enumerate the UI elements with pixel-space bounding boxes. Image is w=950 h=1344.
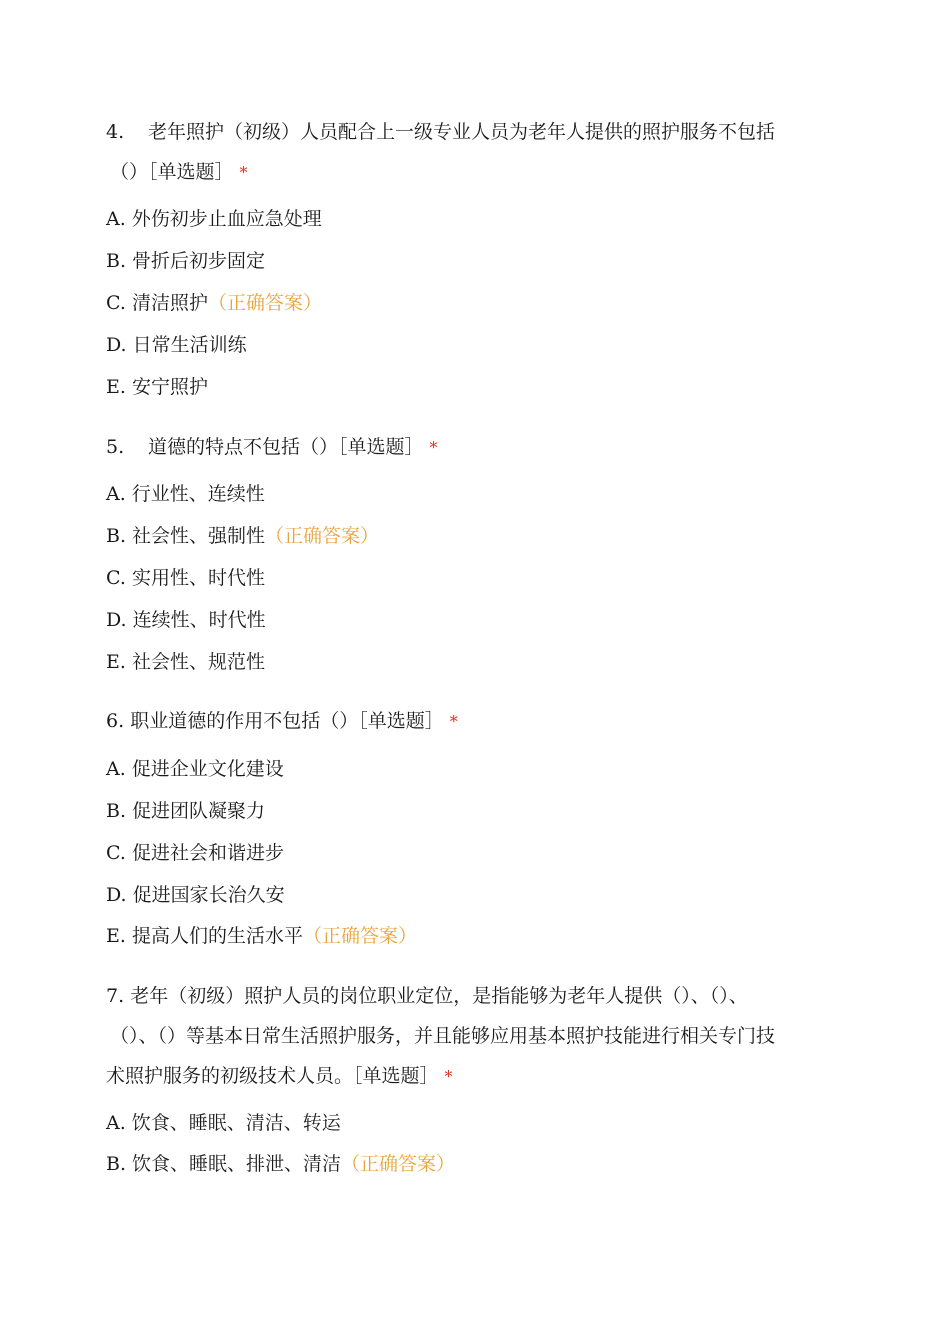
option-4e[interactable] xyxy=(106,375,208,399)
option-7b[interactable] xyxy=(106,1152,455,1176)
option-label: A. 饮食、睡眠、清洁、转运 xyxy=(106,1112,341,1134)
question-text: 老年（初级）照护人员的岗位职业定位，是指能够为老年人提供（）、（）、 xyxy=(130,985,748,1007)
question-number: 7. xyxy=(106,985,125,1007)
required-asterisk-icon: * xyxy=(444,1067,453,1086)
option-label: D. 连续性、时代性 xyxy=(106,609,266,631)
correct-answer-tag: （正确答案） xyxy=(207,292,322,314)
option-7a[interactable] xyxy=(106,1111,341,1135)
option-label: B. 饮食、睡眠、排泄、清洁 xyxy=(106,1153,342,1175)
question-4-text-cont xyxy=(110,160,248,185)
question-5-text xyxy=(106,435,438,460)
option-label: C. 实用性、时代性 xyxy=(106,567,265,589)
option-4b[interactable] xyxy=(106,249,265,273)
option-label: E. 社会性、规范性 xyxy=(106,651,265,673)
option-6e[interactable] xyxy=(106,924,417,948)
question-text: （）、（）等基本日常生活照护服务，并且能够应用基本照护技能进行相关专门技 xyxy=(110,1025,776,1047)
question-7-text xyxy=(106,984,748,1008)
question-6-text xyxy=(106,709,458,734)
option-4c[interactable] xyxy=(106,291,322,315)
required-asterisk-icon: * xyxy=(429,438,438,457)
option-4d[interactable] xyxy=(106,333,247,357)
required-asterisk-icon: * xyxy=(449,712,458,731)
question-number: 4. xyxy=(106,121,125,143)
question-text: 术照护服务的初级技术人员。［单选题］ xyxy=(106,1065,439,1087)
question-text: （）［单选题］ xyxy=(110,161,234,183)
option-label: A. 促进企业文化建设 xyxy=(106,758,284,780)
option-5c[interactable] xyxy=(106,566,265,590)
option-label: C. 清洁照护 xyxy=(106,292,208,314)
question-number: 6. xyxy=(106,710,125,732)
correct-answer-tag: （正确答案） xyxy=(302,925,417,947)
option-4a[interactable] xyxy=(106,207,322,231)
correct-answer-tag: （正确答案） xyxy=(265,525,380,547)
option-label: E. 提高人们的生活水平 xyxy=(106,925,303,947)
option-5d[interactable] xyxy=(106,608,266,632)
question-number: 5. xyxy=(106,436,125,458)
question-7-text-cont-2 xyxy=(106,1064,453,1089)
required-asterisk-icon: * xyxy=(239,163,248,182)
option-label: B. 骨折后初步固定 xyxy=(106,250,266,272)
question-4-text xyxy=(106,120,775,144)
option-5b[interactable] xyxy=(106,524,379,548)
question-7-text-cont-1 xyxy=(110,1024,775,1048)
option-label: D. 促进国家长治久安 xyxy=(106,884,285,906)
option-6c[interactable] xyxy=(106,841,284,865)
option-label: A. 外伤初步止血应急处理 xyxy=(106,208,322,230)
option-5a[interactable] xyxy=(106,482,265,506)
option-6b[interactable] xyxy=(106,799,265,823)
question-text: 职业道德的作用不包括（）［单选题］ xyxy=(130,710,444,732)
option-6d[interactable] xyxy=(106,883,285,907)
option-label: A. 行业性、连续性 xyxy=(106,483,265,505)
option-label: E. 安宁照护 xyxy=(106,376,208,398)
option-label: D. 日常生活训练 xyxy=(106,334,247,356)
option-label: B. 促进团队凝聚力 xyxy=(106,800,266,822)
option-label: B. 社会性、强制性 xyxy=(106,525,266,547)
option-label: C. 促进社会和谐进步 xyxy=(106,842,284,864)
option-6a[interactable] xyxy=(106,757,284,781)
question-text: 道德的特点不包括（）［单选题］ xyxy=(148,436,424,458)
correct-answer-tag: （正确答案） xyxy=(341,1153,456,1175)
option-5e[interactable] xyxy=(106,650,265,674)
question-text: 老年照护（初级）人员配合上一级专业人员为老年人提供的照护服务不包括 xyxy=(148,121,776,143)
